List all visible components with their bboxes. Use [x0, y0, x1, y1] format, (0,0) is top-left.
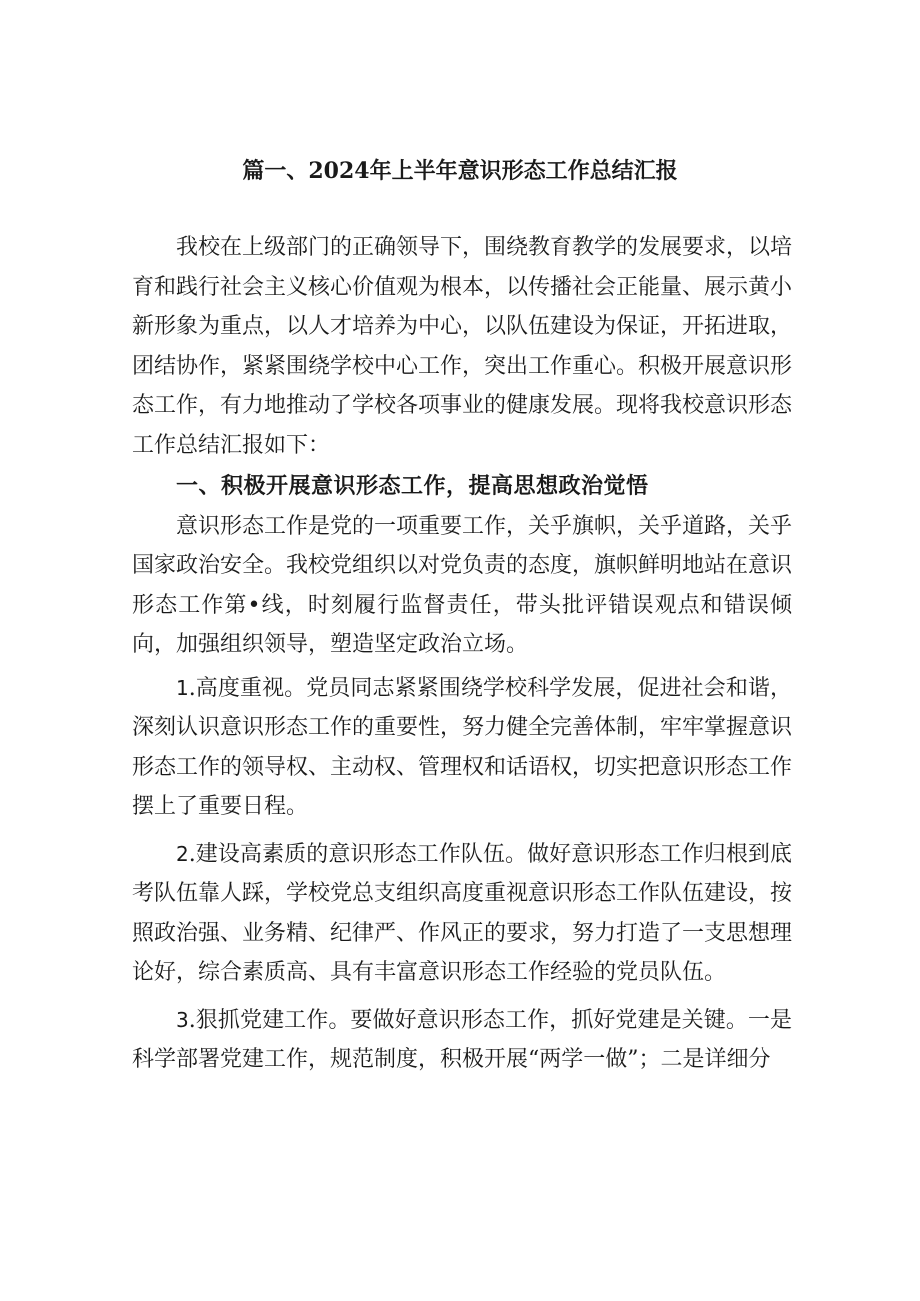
- list-item-number: 1: [176, 675, 189, 700]
- document-body: [132, 228, 792, 1080]
- section-heading: 一、积极开展意识形态工作，提高思想政治觉悟: [176, 473, 649, 499]
- section-paragraph: 意识形态工作是党的一项重要工作，关乎旗帜，关乎道路，关乎国家政治安全。我校党组织以对党负责的态度，旗帜鲜明地站在意识形态工作第•线，时刻履行监督责任，带头批评错误观点和错误倾向，加强组织领导，塑造坚定政治立场。: [132, 513, 793, 657]
- list-item-text: .建设高素质的意识形态工作队伍。做好意识形态工作归根到底考队伍靠人踩，学校党总支组织高度重视意识形态工作队伍建设，按照政治强、业务精、纪律严、作风正的要求，努力打造了一支思想理论好，综合素质高、具有丰富意识形态工作经验的党员队伍。: [132, 841, 793, 985]
- list-item-number: 2: [176, 841, 189, 866]
- list-item-2: [132, 835, 792, 993]
- list-item-3: [132, 1001, 792, 1080]
- list-item-text: .高度重视。党员同志紧紧围绕学校科学发展，促进社会和谐，深刻认识意识形态工作的重要性，努力健全完善体制，牢牢掌握意识形态工作的领导权、主动权、管理权和话语权，切实把意识形态工作摆上了重要日程。: [132, 675, 793, 819]
- list-item-1: [132, 669, 792, 827]
- document-title: 篇一、2024年上半年意识形态工作总结汇报: [242, 158, 678, 184]
- intro-paragraph: 我校在上级部门的正确领导下，围绕教育教学的发展要求，以培育和践行社会主义核心价值观为根本，以传播社会正能量、展示黄小新形象为重点，以人才培养为中心，以队伍建设为保证，开拓进取，团结协作，紧紧围绕学校中心工作，突出工作重心。积极开展意识形态工作，有力地推动了学校各项事业的健康发展。现将我校意识形态工作总结汇报如下：: [132, 235, 793, 458]
- list-item-text: .狠抓党建工作。要做好意识形态工作，抓好党建是关键。一是科学部署党建工作，规范制度，积极开展“两学一做”；二是详细分: [132, 1007, 792, 1072]
- list-item-number: 3: [176, 1007, 189, 1032]
